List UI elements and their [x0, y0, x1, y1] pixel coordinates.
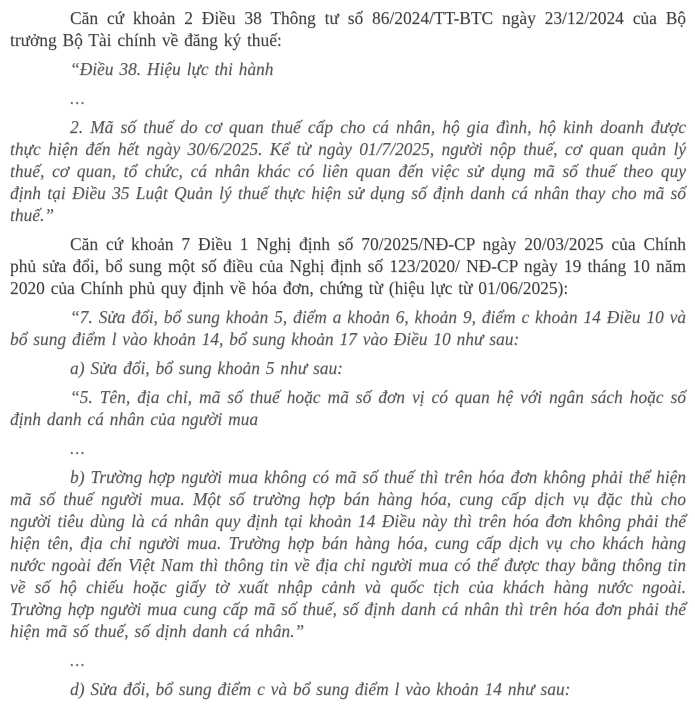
paragraph-clause-5-buyer-info: “5. Tên, địa chỉ, mã số thuế hoặc mã số đơn vị có quan hệ với ngân sách hoặc số định danh cá nhân của người mua: [10, 387, 686, 429]
paragraph-point-d-amendment: d) Sửa đổi, bổ sung điểm c và bổ sung điểm l vào khoản 14 như sau:: [70, 679, 571, 699]
paragraph-clause-7-amendment: “7. Sửa đổi, bổ sung khoản 5, điểm a khoản 6, khoản 9, điểm c khoản 14 Điều 10 và bổ sung điểm l vào khoản 14, bổ sung khoản 17 vào Điều 10 như sau:: [10, 307, 686, 349]
paragraph-ellipsis-1: ...: [70, 88, 87, 108]
paragraph-clause-2-tax-code: 2. Mã số thuế do cơ quan thuế cấp cho cá nhân, hộ gia đình, hộ kinh doanh được thực hiện đến hết ngày 30/6/2025. Kể từ ngày 01/7/2025, người nộp thuế, cơ quan quản lý thuế, cơ quan, tổ chức, cá nhân khác có liên quan đến việc sử dụng mã số thuế theo quy định tại Điều 35 Luật Quản lý thuế thực hiện sử dụng số định danh cá nhân thay cho mã số thuế.”: [10, 117, 686, 225]
paragraph-point-b-no-tax-code: b) Trường hợp người mua không có mã số thuế thì trên hóa đơn không phải thể hiện mã số thuế người mua. Một số trường hợp bán hàng hóa, cung cấp dịch vụ đặc thù cho người tiêu dùng là cá nhân quy định tại khoản 14 Điều này thì trên hóa đơn không phải thể hiện tên, địa chỉ người mua. Trường hợp bán hàng hóa, cung cấp dịch vụ cho khách hàng nước ngoài đến Việt Nam thì thông tin về địa chỉ người mua có thể được thay bằng thông tin về số hộ chiếu hoặc giấy tờ xuất nhập cảnh và quốc tịch của khách hàng nước ngoài. Trường hợp người mua cung cấp mã số thuế, số định danh cá nhân thì trên hóa đơn phải thể hiện mã số thuế, số dịnh danh cá nhân.”: [10, 467, 686, 641]
paragraph-ellipsis-3: ...: [70, 650, 87, 670]
paragraph-point-a-amendment: a) Sửa đổi, bổ sung khoản 5 như sau:: [70, 358, 343, 378]
paragraph-citation-circular-86: Căn cứ khoản 2 Điều 38 Thông tư số 86/2024/TT-BTC ngày 23/12/2024 của Bộ trưởng Bộ Tài chính về đăng ký thuế:: [10, 8, 686, 50]
paragraph-citation-decree-70: Căn cứ khoản 7 Điều 1 Nghị định số 70/2025/NĐ-CP ngày 20/03/2025 của Chính phủ sửa đổi, bổ sung một số điều của Nghị định số 123/2020/ NĐ-CP ngày 19 tháng 10 năm 2020 của Chính phủ quy định về hóa đơn, chứng từ (hiệu lực từ 01/06/2025):: [10, 234, 686, 298]
paragraph-article-38-heading: “Điều 38. Hiệu lực thi hành: [70, 59, 274, 79]
paragraph-ellipsis-2: ...: [70, 438, 87, 458]
